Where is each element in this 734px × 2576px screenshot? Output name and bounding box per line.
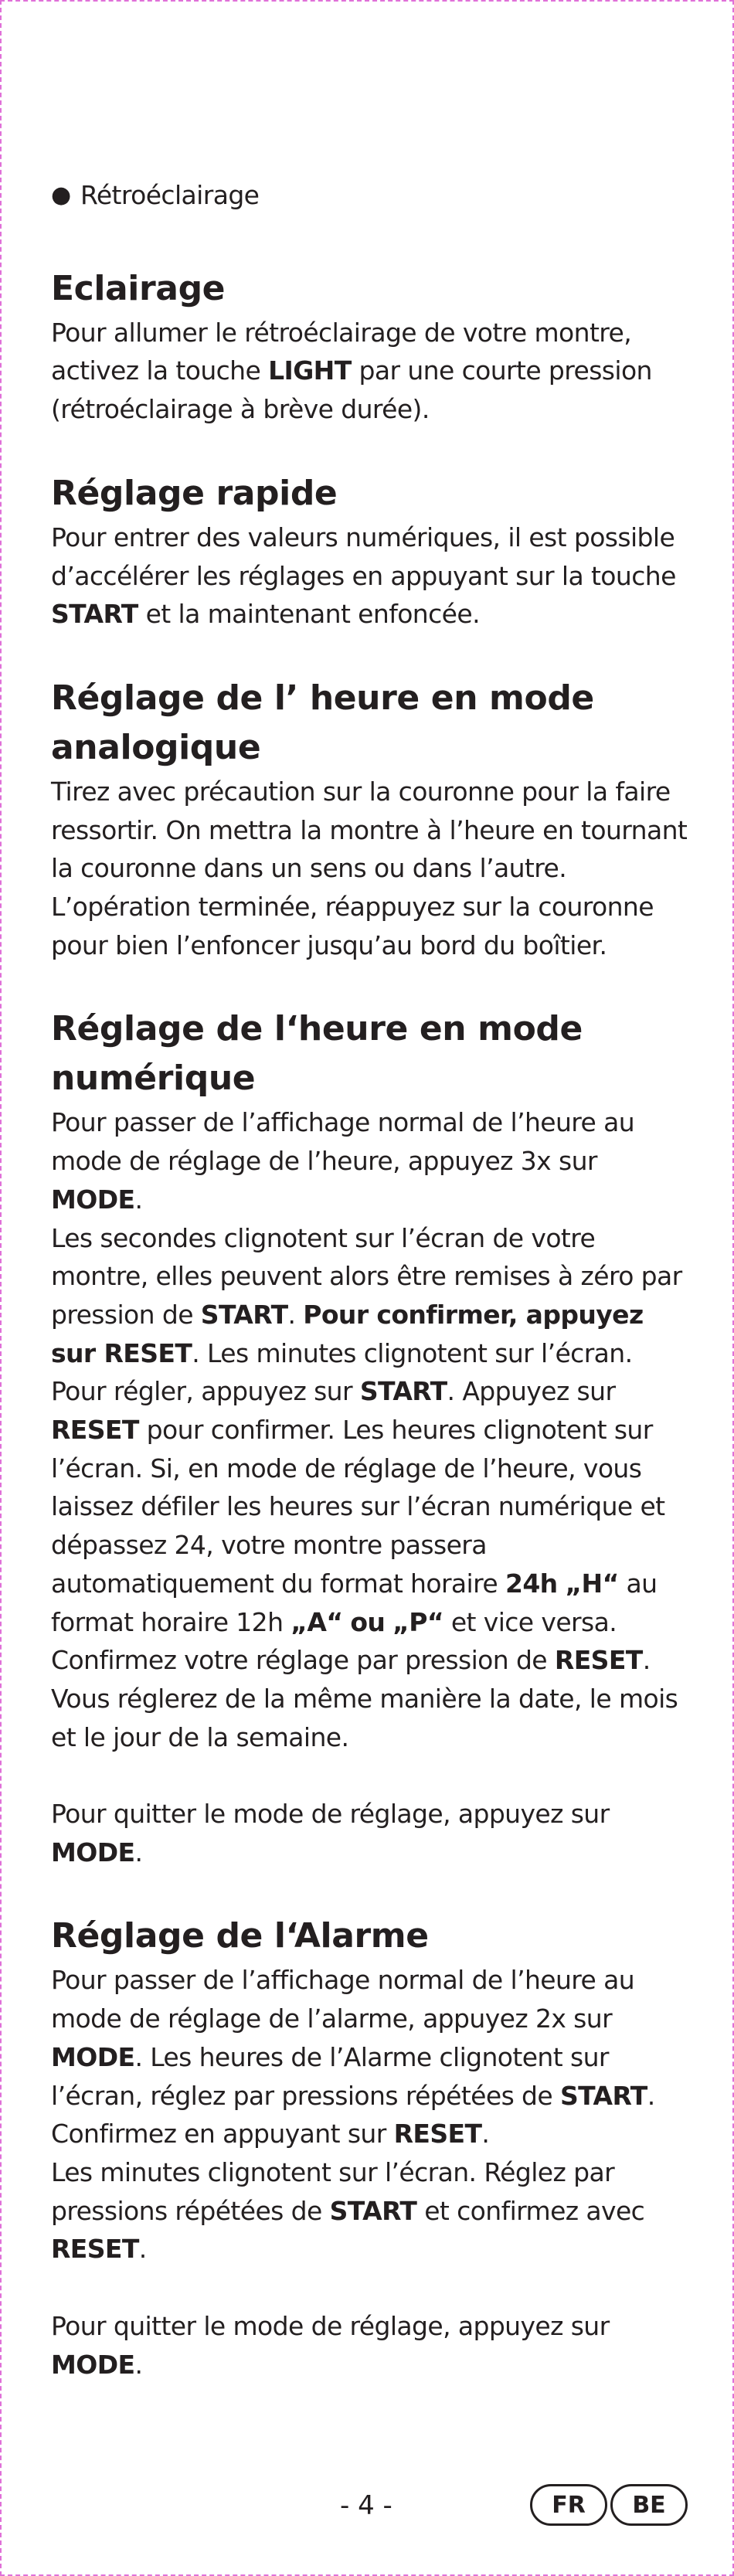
section-paragraph: Pour quitter le mode de réglage, appuyez sur MODE. (51, 2310, 610, 2380)
paragraph-gap (51, 1756, 692, 1795)
paragraph-gap (51, 2268, 692, 2307)
section-heure-numerique (51, 1004, 692, 1871)
section-paragraph: Pour passer de l’affichage normal de l’heure au mode de réglage de l’alarme, appuyez 2x sur MODE. Les heures de l’Alarme clignotent sur l’écran, réglez par pressions répétées de START. Confirmez en appuyant sur RESET. (51, 1965, 655, 2149)
section-paragraph: Les secondes clignotent sur l’écran de votre montre, elles peuvent alors être remises à zéro par pression de START. Pour confirmer, appuyez sur RESET. Les minutes clignotent sur l’écran. Pour régler, appuyez sur START. Appuyez sur RESET pour confirmer. Les heures clignotent sur l’écran. Si, en mode de réglage de l’heure, vous laissez défiler les heures sur l’écran numérique et dépassez 24, votre montre passera automatiquement du format horaire 24h „H“ au format horaire 12h „A“ ou „P“ et vice versa. (51, 1222, 682, 1637)
section-paragraph: Pour passer de l’affichage normal de l’heure au mode de réglage de l’heure, appuyez 3x sur MODE. (51, 1107, 635, 1215)
section-title: Réglage de l‘Alarme (51, 1916, 429, 1956)
section-eclairage (51, 264, 692, 429)
section-paragraph: Confirmez votre réglage par pression de RESET. Vous réglerez de la même manière la date, le mois et le jour de la semaine. (51, 1645, 678, 1752)
page-footer (2, 2478, 734, 2532)
section-text: Tirez avec précaution sur la couronne pour la faire ressortir. On mettra la montre à l’heure en tournant la couronne dans un sens ou dans l’autre. L’opération terminée, réappuyez sur la couronne pour bien l’enfoncer jusqu’au bord du boîtier. (51, 776, 688, 960)
section-paragraph: Pour quitter le mode de réglage, appuyez sur MODE. (51, 1799, 610, 1867)
language-badge-be: BE (610, 2484, 688, 2526)
section-title: Réglage de l‘heure en mode numérique (51, 1009, 583, 1099)
section-heure-analogique (51, 674, 692, 965)
section-title: Réglage rapide (51, 473, 338, 513)
section-reglage-rapide (51, 469, 692, 634)
bullet-text: Rétroéclairage (80, 180, 260, 210)
bullet-item (51, 176, 692, 215)
section-text: Pour allumer le rétroéclairage de votre montre, activez la touche LIGHT par une courte pression (rétroéclairage à brève durée). (51, 317, 652, 425)
language-badge-fr: FR (530, 2484, 607, 2526)
section-paragraph: Les minutes clignotent sur l’écran. Réglez par pressions répétées de START et confirmez avec RESET. (51, 2157, 645, 2265)
section-title: Eclairage (51, 268, 226, 308)
section-title: Réglage de l’ heure en mode analogique (51, 678, 594, 767)
bullet-dot-icon: ● (51, 182, 71, 209)
page-content (51, 176, 692, 2424)
page-number: - 4 - (340, 2490, 392, 2521)
section-text: Pour entrer des valeurs numériques, il est possible d’accélérer les réglages en appuyant sur la touche START et la maintenant enfoncée. (51, 522, 676, 630)
section-alarme (51, 1912, 692, 2384)
